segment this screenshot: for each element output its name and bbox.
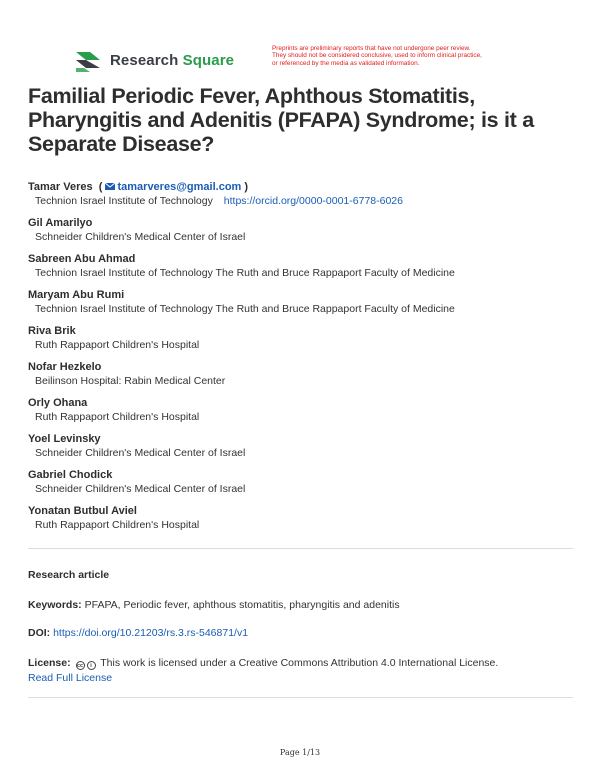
author-entry	[28, 504, 578, 540]
coauthor-list	[28, 216, 578, 540]
author-entry	[28, 360, 578, 396]
license-icons	[76, 661, 96, 670]
author-affiliation: Schneider Children's Medical Center of Israel	[35, 483, 246, 495]
license	[28, 656, 578, 686]
author-name: Orly Ohana	[28, 397, 88, 409]
doi-label: DOI:	[28, 627, 51, 639]
author-list	[28, 180, 578, 540]
author-entry	[28, 396, 578, 432]
author-affiliation: Ruth Rappaport Children's Hospital	[35, 519, 200, 531]
by-icon: i	[87, 661, 96, 670]
author-name: Nofar Hezkelo	[28, 361, 102, 373]
orcid-link[interactable]: https://orcid.org/0000-0001-6778-6026	[223, 195, 403, 207]
keywords	[28, 598, 578, 613]
author-name: Riva Brik	[28, 325, 76, 337]
paren-close: )	[244, 181, 249, 193]
logo-wordmark: Research Square	[110, 51, 235, 69]
author-affiliation: Ruth Rappaport Children's Hospital	[35, 411, 200, 423]
read-full-license-link[interactable]: Read Full License	[28, 672, 113, 684]
author-affiliation	[28, 194, 578, 209]
author-entry	[28, 252, 578, 288]
section-divider	[28, 548, 573, 549]
author-entry	[28, 288, 578, 324]
author-entry	[28, 432, 578, 468]
cc-icon: cc	[76, 663, 84, 669]
author-name: Gil Amarilyo	[28, 217, 93, 229]
author-name: Maryam Abu Rumi	[28, 289, 125, 301]
research-square-logo[interactable]	[74, 48, 234, 72]
article-type: Research article	[28, 569, 110, 581]
author-affiliation: Ruth Rappaport Children's Hospital	[35, 339, 200, 351]
author-entry	[28, 216, 578, 252]
disclaimer-line: Preprints are preliminary reports that have not undergone peer review.	[272, 45, 471, 52]
author-name: Sabreen Abu Ahmad	[28, 253, 136, 265]
preprint-disclaimer	[272, 45, 542, 67]
paper-title: Familial Periodic Fever, Aphthous Stomatitis, Pharyngitis and Adenitis (PFAPA) Syndrome; is it a Separate Disease?	[28, 84, 534, 156]
keywords-label: Keywords:	[28, 599, 82, 611]
author-entry	[28, 324, 578, 360]
license-text: This work is licensed under a Creative Commons Attribution 4.0 International License.	[100, 657, 499, 669]
doi-link[interactable]: https://doi.org/10.21203/rs.3.rs-546871/v1	[53, 627, 249, 639]
author-affiliation: Schneider Children's Medical Center of Israel	[35, 231, 246, 243]
paren-open: (	[98, 181, 103, 193]
keywords-value: PFAPA, Periodic fever, aphthous stomatitis, pharyngitis and adenitis	[84, 599, 400, 611]
mail-icon	[105, 183, 115, 190]
corresponding-author	[28, 180, 578, 194]
section-divider	[28, 697, 573, 698]
author-affiliation: Technion Israel Institute of Technology The Ruth and Bruce Rappaport Faculty of Medicine	[35, 303, 455, 315]
author-email-link[interactable]: tamarveres@gmail.com	[117, 181, 242, 193]
author-name: Yonatan Butbul Aviel	[28, 505, 137, 517]
author-entry	[28, 180, 578, 216]
page-number: Page 1/13	[279, 748, 321, 757]
author-affiliation: Beilinson Hospital: Rabin Medical Center	[35, 375, 226, 387]
license-label: License:	[28, 657, 71, 669]
doi	[28, 626, 578, 641]
disclaimer-line: or referenced by the media as validated information.	[272, 59, 420, 67]
author-name: Yoel Levinsky	[28, 433, 101, 445]
author-affiliation: Technion Israel Institute of Technology The Ruth and Bruce Rappaport Faculty of Medicine	[35, 267, 455, 279]
research-square-logo-icon	[74, 48, 102, 72]
author-affiliation: Schneider Children's Medical Center of Israel	[35, 447, 246, 459]
author-name: Gabriel Chodick	[28, 469, 113, 481]
author-entry	[28, 468, 578, 504]
disclaimer-line: They should not be considered conclusive, used to inform clinical practice,	[272, 52, 482, 60]
affiliation-text: Technion Israel Institute of Technology	[35, 195, 213, 207]
author-name: Tamar Veres	[28, 181, 93, 193]
